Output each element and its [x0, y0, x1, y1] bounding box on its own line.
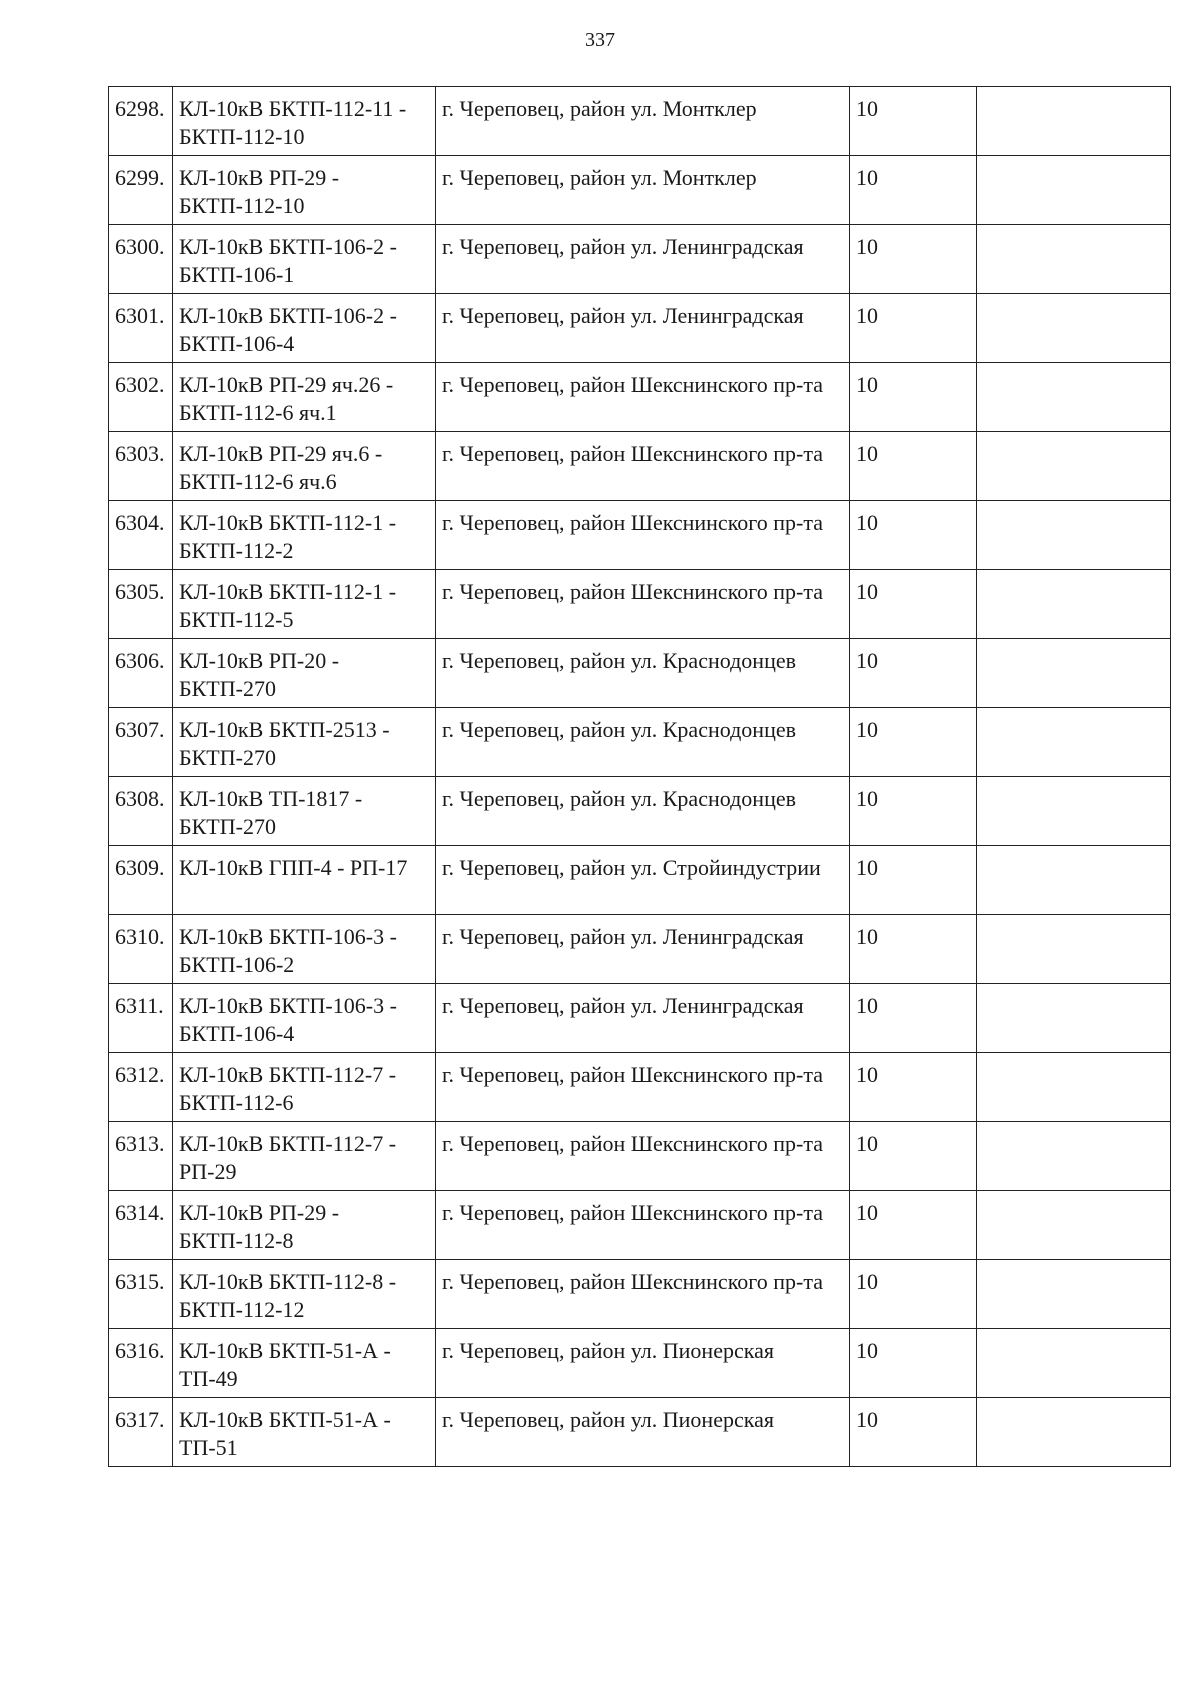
- row-number: 6308.: [109, 777, 173, 846]
- voltage-kv: 10: [850, 1122, 977, 1191]
- note-cell: [977, 1260, 1171, 1329]
- voltage-kv: 10: [850, 225, 977, 294]
- note-cell: [977, 1122, 1171, 1191]
- note-cell: [977, 846, 1171, 915]
- voltage-kv: 10: [850, 156, 977, 225]
- location: г. Череповец, район Шекснинского пр-та: [436, 501, 850, 570]
- row-number: 6302.: [109, 363, 173, 432]
- voltage-kv: 10: [850, 1191, 977, 1260]
- row-number: 6315.: [109, 1260, 173, 1329]
- location: г. Череповец, район ул. Стройиндустрии: [436, 846, 850, 915]
- table-row: [109, 984, 1171, 1053]
- location: г. Череповец, район ул. Пионерская: [436, 1329, 850, 1398]
- table-row: [109, 1053, 1171, 1122]
- cable-line-name: КЛ-10кВ БКТП-106-2 - БКТП-106-1: [173, 225, 436, 294]
- note-cell: [977, 915, 1171, 984]
- row-number: 6301.: [109, 294, 173, 363]
- row-number: 6317.: [109, 1398, 173, 1467]
- voltage-kv: 10: [850, 639, 977, 708]
- cable-line-name: КЛ-10кВ ТП-1817 - БКТП-270: [173, 777, 436, 846]
- location: г. Череповец, район ул. Ленинградская: [436, 984, 850, 1053]
- table-row: [109, 915, 1171, 984]
- location: г. Череповец, район Шекснинского пр-та: [436, 363, 850, 432]
- voltage-kv: 10: [850, 984, 977, 1053]
- location: г. Череповец, район ул. Краснодонцев: [436, 708, 850, 777]
- location: г. Череповец, район ул. Монтклер: [436, 87, 850, 156]
- note-cell: [977, 156, 1171, 225]
- voltage-kv: 10: [850, 87, 977, 156]
- cable-line-name: КЛ-10кВ БКТП-2513 - БКТП-270: [173, 708, 436, 777]
- table-row: [109, 363, 1171, 432]
- voltage-kv: 10: [850, 1398, 977, 1467]
- table-row: [109, 1329, 1171, 1398]
- voltage-kv: 10: [850, 708, 977, 777]
- note-cell: [977, 363, 1171, 432]
- table-row: [109, 501, 1171, 570]
- voltage-kv: 10: [850, 501, 977, 570]
- row-number: 6303.: [109, 432, 173, 501]
- note-cell: [977, 1191, 1171, 1260]
- cable-line-name: КЛ-10кВ БКТП-112-7 - БКТП-112-6: [173, 1053, 436, 1122]
- note-cell: [977, 639, 1171, 708]
- cable-line-name: КЛ-10кВ БКТП-112-7 - РП-29: [173, 1122, 436, 1191]
- note-cell: [977, 1053, 1171, 1122]
- table-row: [109, 294, 1171, 363]
- note-cell: [977, 570, 1171, 639]
- voltage-kv: 10: [850, 432, 977, 501]
- location: г. Череповец, район ул. Краснодонцев: [436, 639, 850, 708]
- cable-line-name: КЛ-10кВ РП-20 - БКТП-270: [173, 639, 436, 708]
- note-cell: [977, 984, 1171, 1053]
- voltage-kv: 10: [850, 846, 977, 915]
- row-number: 6305.: [109, 570, 173, 639]
- page-number: 337: [585, 29, 615, 51]
- row-number: 6310.: [109, 915, 173, 984]
- voltage-kv: 10: [850, 1260, 977, 1329]
- table-body: [109, 87, 1171, 1467]
- cable-lines-table: [108, 86, 1171, 1467]
- voltage-kv: 10: [850, 915, 977, 984]
- cable-line-name: КЛ-10кВ РП-29 яч.26 - БКТП-112-6 яч.1: [173, 363, 436, 432]
- row-number: 6309.: [109, 846, 173, 915]
- table-row: [109, 639, 1171, 708]
- note-cell: [977, 708, 1171, 777]
- voltage-kv: 10: [850, 363, 977, 432]
- row-number: 6311.: [109, 984, 173, 1053]
- voltage-kv: 10: [850, 1329, 977, 1398]
- row-number: 6307.: [109, 708, 173, 777]
- note-cell: [977, 432, 1171, 501]
- note-cell: [977, 225, 1171, 294]
- cable-line-name: КЛ-10кВ ГПП-4 - РП-17: [173, 846, 436, 915]
- location: г. Череповец, район Шекснинского пр-та: [436, 1191, 850, 1260]
- table-row: [109, 570, 1171, 639]
- row-number: 6304.: [109, 501, 173, 570]
- cable-line-name: КЛ-10кВ БКТП-112-11 - БКТП-112-10: [173, 87, 436, 156]
- table-row: [109, 708, 1171, 777]
- cable-line-name: КЛ-10кВ БКТП-51-А - ТП-51: [173, 1398, 436, 1467]
- row-number: 6316.: [109, 1329, 173, 1398]
- table-row: [109, 777, 1171, 846]
- table-row: [109, 1260, 1171, 1329]
- voltage-kv: 10: [850, 570, 977, 639]
- cable-line-name: КЛ-10кВ БКТП-112-1 - БКТП-112-2: [173, 501, 436, 570]
- location: г. Череповец, район ул. Краснодонцев: [436, 777, 850, 846]
- table-row: [109, 1398, 1171, 1467]
- location: г. Череповец, район ул. Монтклер: [436, 156, 850, 225]
- cable-line-name: КЛ-10кВ РП-29 яч.6 - БКТП-112-6 яч.6: [173, 432, 436, 501]
- row-number: 6299.: [109, 156, 173, 225]
- voltage-kv: 10: [850, 294, 977, 363]
- cable-line-name: КЛ-10кВ РП-29 - БКТП-112-10: [173, 156, 436, 225]
- cable-line-name: КЛ-10кВ БКТП-106-3 - БКТП-106-2: [173, 915, 436, 984]
- cable-line-name: КЛ-10кВ РП-29 - БКТП-112-8: [173, 1191, 436, 1260]
- location: г. Череповец, район Шекснинского пр-та: [436, 1053, 850, 1122]
- location: г. Череповец, район Шекснинского пр-та: [436, 1260, 850, 1329]
- row-number: 6298.: [109, 87, 173, 156]
- note-cell: [977, 1329, 1171, 1398]
- location: г. Череповец, район Шекснинского пр-та: [436, 570, 850, 639]
- table-row: [109, 846, 1171, 915]
- note-cell: [977, 777, 1171, 846]
- row-number: 6306.: [109, 639, 173, 708]
- location: г. Череповец, район ул. Ленинградская: [436, 915, 850, 984]
- note-cell: [977, 294, 1171, 363]
- cable-line-name: КЛ-10кВ БКТП-106-3 - БКТП-106-4: [173, 984, 436, 1053]
- row-number: 6312.: [109, 1053, 173, 1122]
- cable-line-name: КЛ-10кВ БКТП-51-А - ТП-49: [173, 1329, 436, 1398]
- row-number: 6313.: [109, 1122, 173, 1191]
- location: г. Череповец, район Шекснинского пр-та: [436, 432, 850, 501]
- table-row: [109, 1122, 1171, 1191]
- cable-line-name: КЛ-10кВ БКТП-106-2 - БКТП-106-4: [173, 294, 436, 363]
- voltage-kv: 10: [850, 1053, 977, 1122]
- voltage-kv: 10: [850, 777, 977, 846]
- cable-line-name: КЛ-10кВ БКТП-112-8 - БКТП-112-12: [173, 1260, 436, 1329]
- note-cell: [977, 87, 1171, 156]
- location: г. Череповец, район ул. Пионерская: [436, 1398, 850, 1467]
- location: г. Череповец, район ул. Ленинградская: [436, 294, 850, 363]
- table-row: [109, 432, 1171, 501]
- table-row: [109, 225, 1171, 294]
- table-row: [109, 87, 1171, 156]
- cable-line-name: КЛ-10кВ БКТП-112-1 - БКТП-112-5: [173, 570, 436, 639]
- table-row: [109, 156, 1171, 225]
- location: г. Череповец, район ул. Ленинградская: [436, 225, 850, 294]
- note-cell: [977, 501, 1171, 570]
- location: г. Череповец, район Шекснинского пр-та: [436, 1122, 850, 1191]
- note-cell: [977, 1398, 1171, 1467]
- row-number: 6300.: [109, 225, 173, 294]
- table-row: [109, 1191, 1171, 1260]
- row-number: 6314.: [109, 1191, 173, 1260]
